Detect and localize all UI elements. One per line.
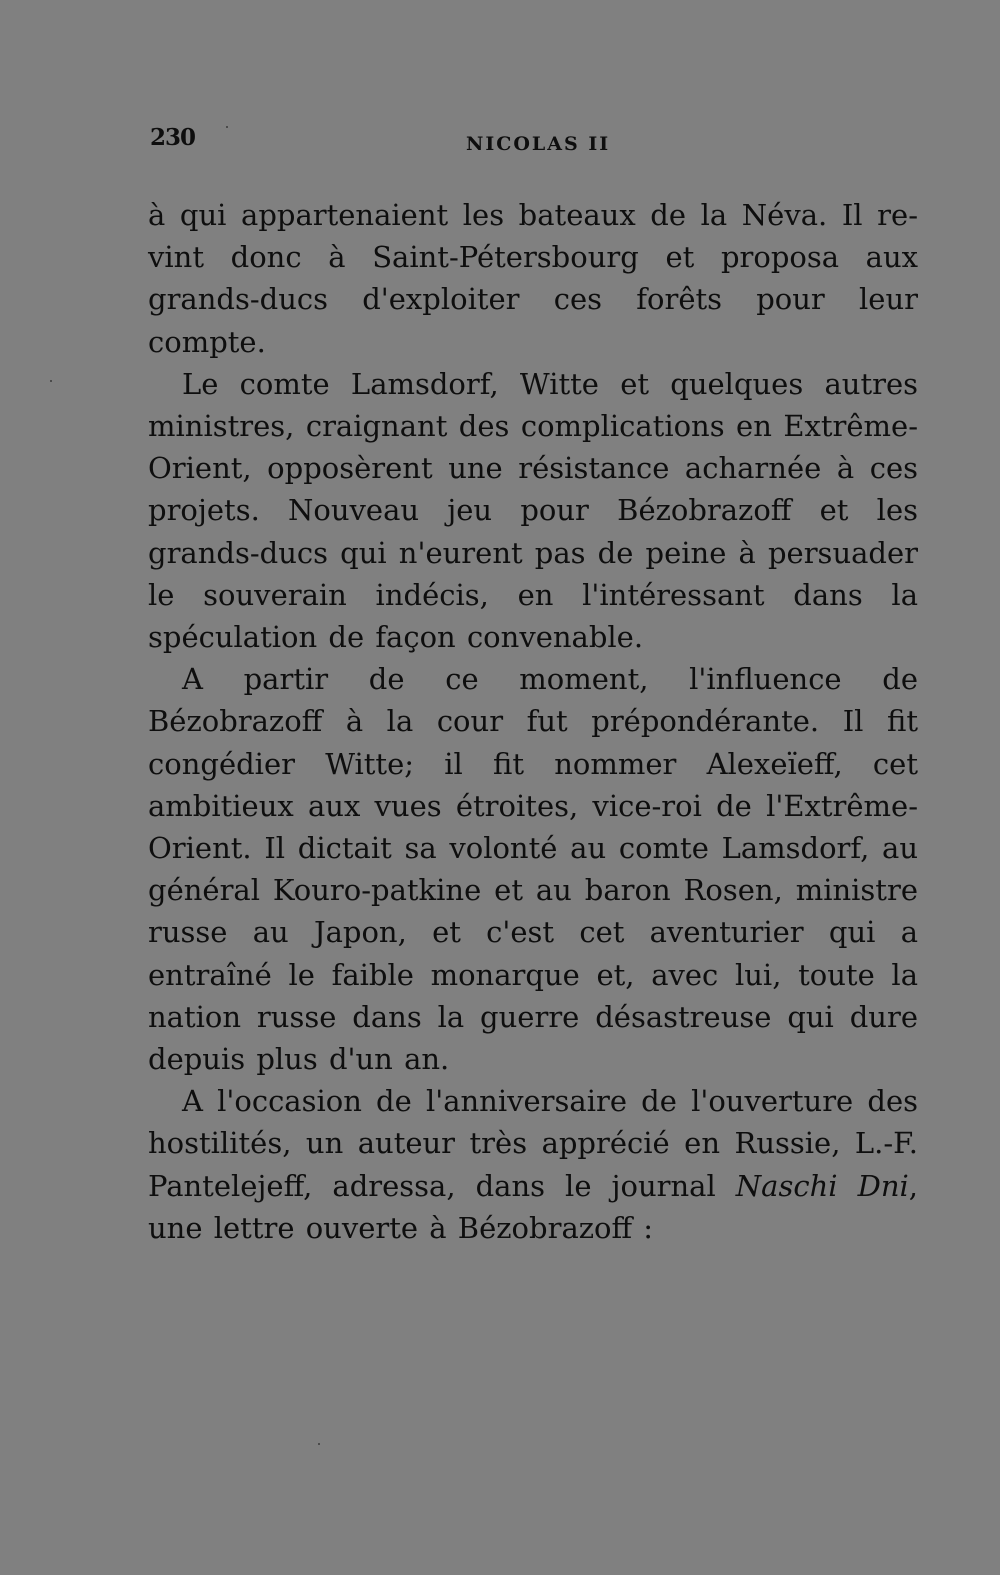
scan-speck [50, 380, 52, 382]
paragraph-2: Le comte Lamsdorf, Witte et quelques autres ministres, craignant des complications en Extrême-Orient, opposèrent une résistance acharnée à ces projets. Nouveau jeu pour Bézobrazoff et les grands-ducs qui n'eurent pas de peine à persuader le souverain indécis, en l'intéressant dans la spéculation de façon convenable. [148, 366, 918, 655]
body-text [148, 194, 918, 1249]
paragraph-4 [148, 1080, 918, 1249]
paragraph-4-text-before: A l'occasion de l'anniversaire de l'ouverture des hostilités, un auteur très apprécié en Russie, L.-F. Pantelejeff, adressa, dans le journal [148, 1084, 918, 1203]
scan-speck [226, 126, 228, 128]
page-number: 230 [150, 124, 196, 151]
paragraph-3: A partir de ce moment, l'influence de Bézobrazoff à la cour fut prépondérante. Il fit congédier Witte; il fit nommer Alexeïeff, cet ambitieux aux vues étroites, vice-roi de l'Extrême-Orient. Il dictait sa volonté au comte Lamsdorf, au général Kouro-patkine et au baron Rosen, ministre russe au Japon, et c'est cet aventurier qui a entraîné le faible monarque et, avec lui, toute la nation russe dans la guerre désastreuse qui dure depuis plus d'un an. [148, 662, 918, 1077]
journal-title: Naschi Dni [735, 1168, 909, 1203]
running-head: NICOLAS II [466, 133, 611, 155]
scan-speck [318, 1443, 320, 1445]
paragraph-1: à qui appartenaient les bateaux de la Néva. Il re-vint donc à Saint-Pétersbourg et proposa aux grands-ducs d'exploiter ces forêts pour leur compte. [148, 198, 918, 359]
paragraph-4-text-after: , une lettre ouverte à Bézobrazoff : [148, 1168, 918, 1245]
